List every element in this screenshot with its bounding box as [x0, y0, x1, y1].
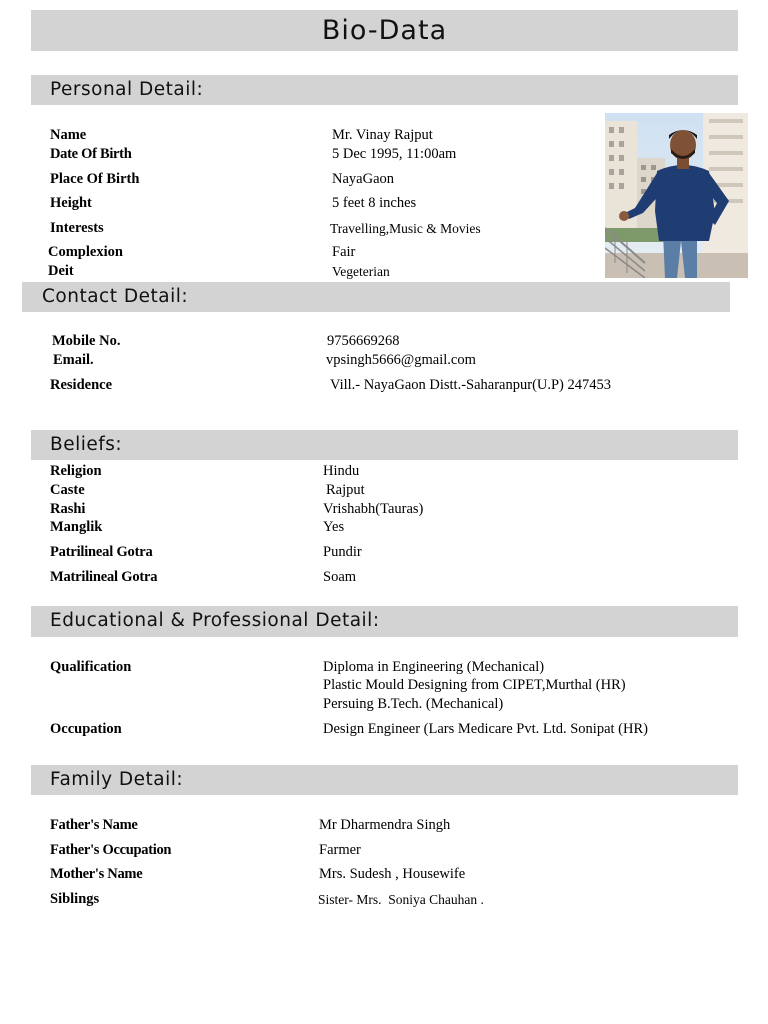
personal-heading: Personal Detail:: [50, 79, 204, 100]
family-section-header: [31, 765, 738, 795]
height-value: 5 feet 8 inches: [332, 195, 417, 211]
mothers-name-value: Mrs. Sudesh , Housewife: [319, 866, 466, 882]
interests-label: Interests: [50, 220, 104, 236]
qualification-line-1: Diploma in Engineering (Mechanical): [323, 659, 545, 675]
document-title: Bio-Data: [321, 15, 448, 46]
caste-label: Caste: [50, 482, 85, 498]
profile-photo: [605, 113, 748, 278]
occupation-label: Occupation: [50, 721, 122, 737]
contact-section-header: [22, 282, 730, 312]
pob-label: Place Of Birth: [50, 171, 140, 187]
pob-value: NayaGaon: [332, 171, 395, 187]
complexion-value: Fair: [332, 244, 356, 260]
rashi-value: Vrishabh(Tauras): [323, 501, 424, 517]
contact-heading: Contact Detail:: [42, 286, 189, 307]
qualification-line-2: Plastic Mould Designing from CIPET,Murthal (HR): [323, 677, 626, 693]
diet-label: Deit: [48, 263, 74, 279]
manglik-label: Manglik: [50, 519, 103, 535]
complexion-label: Complexion: [48, 244, 123, 260]
personal-section-header: [31, 75, 738, 105]
religion-value: Hindu: [323, 463, 360, 479]
email-label: Email.: [53, 352, 94, 368]
residence-label: Residence: [50, 377, 113, 393]
religion-label: Religion: [50, 463, 102, 479]
title-bar: [31, 10, 738, 51]
family-heading: Family Detail:: [50, 769, 184, 790]
siblings-label: Siblings: [50, 891, 100, 907]
mobile-value: 9756669268: [327, 333, 400, 349]
matrilineal-gotra-value: Soam: [323, 569, 357, 585]
residence-value: Vill.- NayaGaon Distt.-Saharanpur(U.P) 247453: [330, 377, 612, 393]
beliefs-section-header: [31, 430, 738, 460]
education-section-header: [31, 606, 738, 637]
interests-value: Travelling,Music & Movies: [330, 221, 481, 236]
height-label: Height: [50, 195, 92, 211]
education-heading: Educational & Professional Detail:: [50, 610, 380, 631]
email-value: vpsingh5666@gmail.com: [326, 352, 476, 368]
name-label: Name: [50, 127, 87, 143]
siblings-value: Sister- Mrs. Soniya Chauhan .: [318, 892, 484, 907]
caste-value: Rajput: [326, 482, 365, 498]
fathers-name-value: Mr Dharmendra Singh: [319, 817, 451, 833]
patrilineal-gotra-value: Pundir: [323, 544, 362, 560]
dob-label: Date Of Birth: [50, 146, 132, 162]
mothers-name-label: Mother's Name: [50, 866, 143, 882]
patrilineal-gotra-label: Patrilineal Gotra: [50, 544, 153, 560]
qualification-label: Qualification: [50, 659, 132, 675]
beliefs-heading: Beliefs:: [50, 434, 123, 455]
qualification-line-3: Persuing B.Tech. (Mechanical): [323, 696, 504, 712]
dob-value: 5 Dec 1995, 11:00am: [332, 146, 457, 162]
manglik-value: Yes: [323, 519, 345, 535]
fathers-occupation-label: Father's Occupation: [50, 842, 172, 858]
fathers-name-label: Father's Name: [50, 817, 138, 833]
name-value: Mr. Vinay Rajput: [332, 127, 433, 143]
diet-value: Vegeterian: [332, 264, 390, 279]
occupation-value: Design Engineer (Lars Medicare Pvt. Ltd. Sonipat (HR): [323, 721, 648, 737]
fathers-occupation-value: Farmer: [319, 842, 361, 858]
matrilineal-gotra-label: Matrilineal Gotra: [50, 569, 158, 585]
rashi-label: Rashi: [50, 501, 86, 517]
mobile-label: Mobile No.: [52, 333, 121, 349]
